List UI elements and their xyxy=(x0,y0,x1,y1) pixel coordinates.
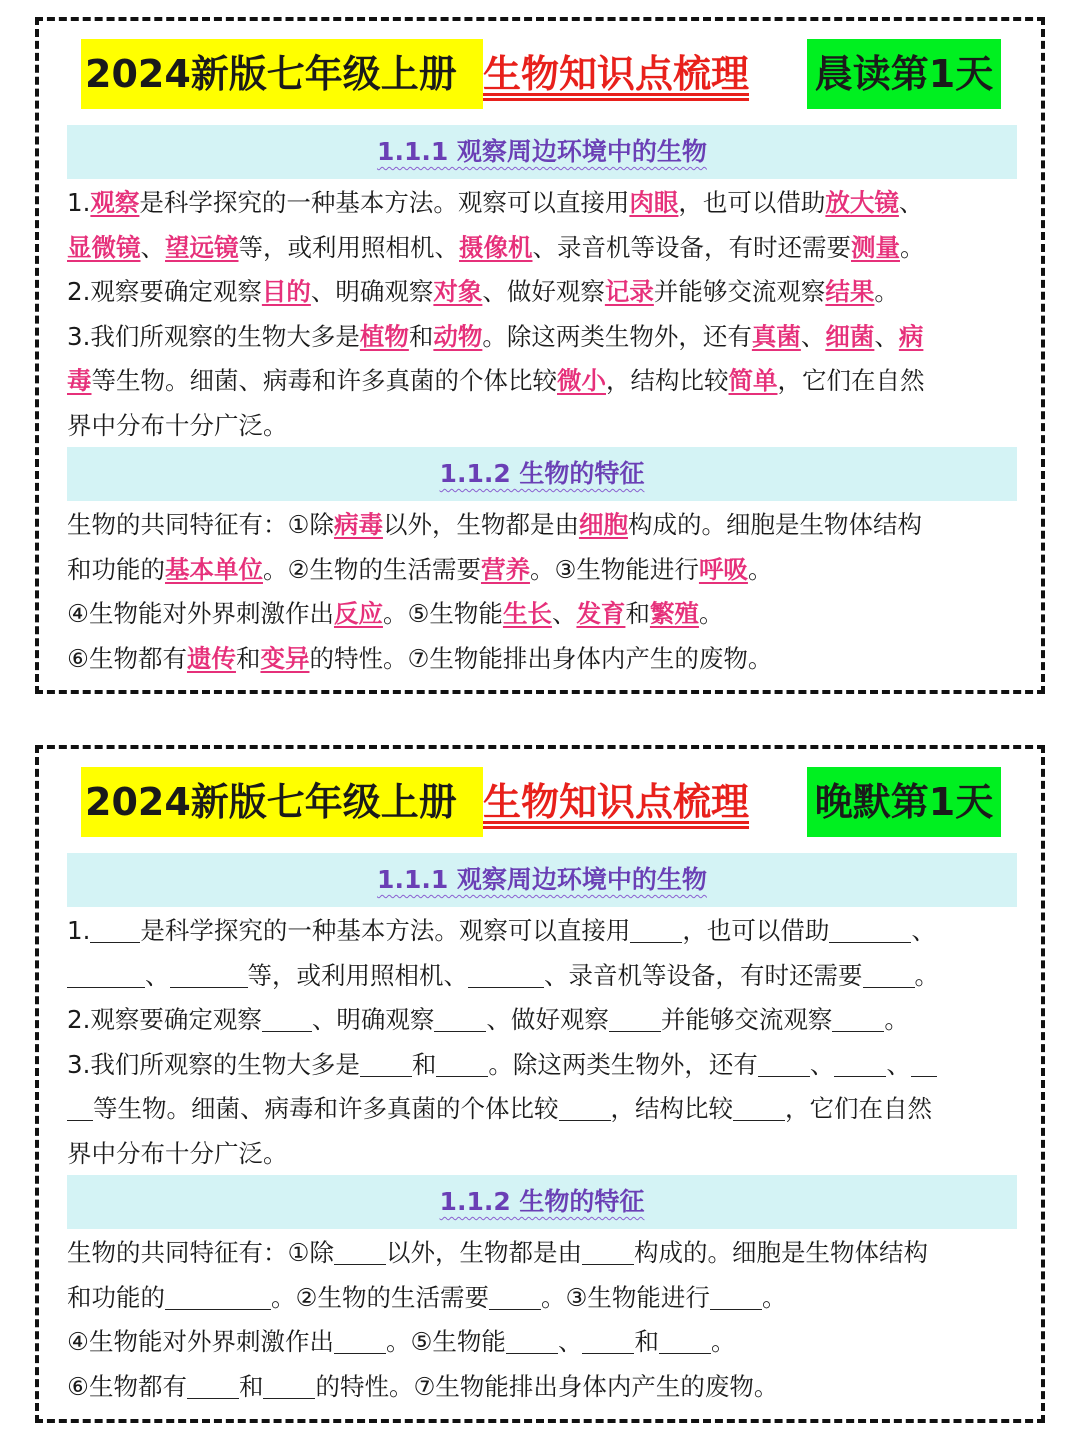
answer-blank[interactable] xyxy=(559,1094,611,1121)
text-segment: 。⑤生物能 xyxy=(382,599,503,628)
answer-blank[interactable] xyxy=(263,1372,315,1399)
text-line xyxy=(67,226,1027,271)
answer-blank[interactable] xyxy=(911,1050,937,1077)
keyword: 放大镜 xyxy=(825,188,899,217)
text-segment: 、 xyxy=(140,232,165,262)
keyword: 遗传 xyxy=(186,643,236,673)
title-main: 生物知识点梳理 xyxy=(483,52,750,96)
text-segment: 生物的共同特征有：①除 xyxy=(67,1238,334,1267)
text-segment: ，它们在自然 xyxy=(785,1094,932,1123)
text-segment: 、 xyxy=(911,916,936,945)
answer-blank[interactable] xyxy=(733,1094,785,1121)
section-heading-1-1-1 xyxy=(67,125,1017,179)
text-segment: 、 xyxy=(898,188,924,217)
text-segment: 是科学探究的一种基本方法。观察可以直接用 xyxy=(139,188,630,217)
text-segment: 1. xyxy=(67,916,91,945)
text-segment: ⑥生物都有 xyxy=(67,1371,187,1401)
text-segment: 。②生物的生活需要 xyxy=(263,554,481,584)
keyword: 细胞 xyxy=(578,510,628,539)
keyword: 变异 xyxy=(260,643,310,673)
text-line xyxy=(67,998,1027,1043)
text-line: 界中分布十分广泛。 xyxy=(67,1138,288,1168)
text-segment: 。⑤生物能 xyxy=(385,1327,506,1356)
text-segment: 等，或利用照相机、 xyxy=(247,960,468,990)
text-segment: 1.1.1 观察周边环境中的生物 xyxy=(377,137,707,166)
text-segment: 。 xyxy=(884,1005,909,1034)
answer-blank[interactable] xyxy=(165,1283,271,1310)
keyword: 观察 xyxy=(90,188,140,217)
text-segment: 。 xyxy=(874,277,899,306)
text-segment: 。 xyxy=(914,960,939,990)
text-segment: 。 xyxy=(698,599,724,628)
keyword: 对象 xyxy=(433,277,483,306)
text-segment: 的特性。⑦生物能排出身体内产生的废物。 xyxy=(315,1371,779,1401)
section-1-1-1-text xyxy=(67,909,1027,1176)
text-segment: 1.1.2 生物的特征 xyxy=(439,1187,645,1216)
text-segment: ，结构比较 xyxy=(610,1094,733,1123)
keyword: 呼吸 xyxy=(698,554,748,584)
title-badge: 晨读第1天 xyxy=(807,39,1001,109)
text-segment: 和 xyxy=(238,1371,264,1401)
answer-blank[interactable] xyxy=(67,1094,93,1121)
answer-blank[interactable] xyxy=(360,1050,412,1077)
answer-blank[interactable] xyxy=(334,1327,386,1354)
text-segment: 是科学探究的一种基本方法。观察可以直接用 xyxy=(140,916,631,945)
text-line xyxy=(67,181,1027,226)
answer-blank[interactable] xyxy=(436,1050,488,1077)
text-segment: 、 xyxy=(809,1049,835,1079)
keyword: 生长 xyxy=(502,599,552,628)
answer-blank[interactable] xyxy=(187,1372,239,1399)
card-title xyxy=(81,39,1005,109)
text-line xyxy=(67,359,1027,404)
keyword: 发育 xyxy=(576,599,626,628)
answer-blank[interactable] xyxy=(489,1283,541,1310)
card-title xyxy=(81,767,1005,837)
text-segment: 、 xyxy=(557,1327,583,1356)
keyword: 繁殖 xyxy=(649,599,699,628)
section-heading-1-1-1 xyxy=(67,853,1017,907)
text-segment: 、 xyxy=(886,1049,911,1079)
keyword: 结果 xyxy=(825,277,875,306)
text-segment: 3.我们所观察的生物大多是 xyxy=(67,1049,360,1079)
evening-dictation-card xyxy=(35,745,1045,1423)
answer-blank[interactable] xyxy=(582,1327,634,1354)
text-segment: ④生物能对外界刺激作出 xyxy=(67,1327,334,1356)
title-prefix: 2024新版七年级上册 xyxy=(81,39,483,109)
keyword: 毒 xyxy=(67,366,92,395)
answer-blank[interactable] xyxy=(863,961,915,988)
answer-blank[interactable] xyxy=(90,916,140,943)
text-segment: 1. xyxy=(67,188,91,217)
keyword: 病 xyxy=(898,321,924,351)
keyword: 测量 xyxy=(851,232,900,262)
text-segment: 1.1.2 生物的特征 xyxy=(439,459,645,488)
answer-blank[interactable] xyxy=(170,961,248,988)
text-line xyxy=(67,503,1027,548)
title-badge: 晚默第1天 xyxy=(807,767,1001,837)
text-segment: 。 xyxy=(710,1327,736,1356)
text-segment: 、 xyxy=(551,599,577,628)
answer-blank[interactable] xyxy=(334,1238,386,1265)
text-segment: 。③生物能进行 xyxy=(529,554,699,584)
text-segment: 2.观察要确定观察 xyxy=(67,277,262,306)
text-segment: ，也可以借助 xyxy=(678,188,826,217)
answer-blank[interactable] xyxy=(834,1050,886,1077)
text-segment: ④生物能对外界刺激作出 xyxy=(67,599,334,628)
answer-blank[interactable] xyxy=(434,1005,486,1032)
text-segment: 3.我们所观察的生物大多是 xyxy=(67,321,360,351)
text-segment: 等生物。细菌、病毒和许多真菌的个体比较 xyxy=(93,1094,559,1123)
keyword: 目的 xyxy=(261,277,311,306)
text-segment: 和 xyxy=(634,1327,659,1356)
text-segment: 。 xyxy=(761,1282,787,1312)
text-segment: 、做好观察 xyxy=(482,277,605,306)
answer-blank[interactable] xyxy=(67,961,145,988)
text-segment: 、 xyxy=(874,321,899,351)
keyword: 记录 xyxy=(604,277,654,306)
text-line xyxy=(67,1276,1027,1321)
text-segment: 等生物。细菌、病毒和许多真菌的个体比较 xyxy=(91,366,557,395)
text-segment: 、录音机等设备，有时还需要 xyxy=(544,960,863,990)
section-1-1-2-text xyxy=(67,1231,1027,1409)
keyword: 摄像机 xyxy=(459,232,533,262)
text-segment: 构成的。细胞是生物体结构 xyxy=(633,1238,928,1267)
text-line: 界中分布十分广泛。 xyxy=(67,410,288,440)
text-segment: 、明确观察 xyxy=(311,1005,435,1034)
text-segment: 以外，生物都是由 xyxy=(385,1238,582,1267)
text-segment: ，结构比较 xyxy=(606,366,729,395)
keyword: 植物 xyxy=(359,321,409,351)
text-segment: 和 xyxy=(408,321,434,351)
text-segment: 1.1.1 观察周边环境中的生物 xyxy=(377,865,707,894)
text-line xyxy=(67,315,1027,360)
text-segment: 并能够交流观察 xyxy=(660,1005,833,1034)
text-segment: 和 xyxy=(235,643,261,673)
keyword: 营养 xyxy=(480,554,530,584)
text-segment: 的特性。⑦生物能排出身体内产生的废物。 xyxy=(309,643,773,673)
text-segment: 。 xyxy=(900,232,925,262)
text-segment: 并能够交流观察 xyxy=(653,277,826,306)
text-line xyxy=(67,592,1027,637)
text-segment: 以外，生物都是由 xyxy=(382,510,579,539)
text-line xyxy=(67,954,1027,999)
keyword: 显微镜 xyxy=(67,232,141,262)
text-segment: 。③生物能进行 xyxy=(540,1282,710,1312)
morning-reading-card xyxy=(35,17,1045,694)
keyword: 反应 xyxy=(333,599,383,628)
keyword: 基本单位 xyxy=(165,554,263,584)
text-segment: ，它们在自然 xyxy=(777,366,925,395)
section-1-1-1-text xyxy=(67,181,1027,448)
text-segment: 。②生物的生活需要 xyxy=(271,1282,489,1312)
answer-blank[interactable] xyxy=(659,1327,711,1354)
text-segment: 、做好观察 xyxy=(486,1005,609,1034)
text-segment: 生物的共同特征有：①除 xyxy=(67,510,334,539)
text-segment: ，也可以借助 xyxy=(682,916,830,945)
keyword: 简单 xyxy=(728,366,778,395)
text-segment: ⑥生物都有 xyxy=(67,643,187,673)
text-segment: 构成的。细胞是生物体结构 xyxy=(627,510,922,539)
section-1-1-2-text xyxy=(67,503,1027,681)
answer-blank[interactable] xyxy=(582,1238,634,1265)
answer-blank[interactable] xyxy=(758,1050,810,1077)
text-line xyxy=(67,1231,1027,1276)
text-line xyxy=(67,1087,1027,1132)
keyword: 动物 xyxy=(433,321,483,351)
text-segment: 、明确观察 xyxy=(310,277,434,306)
answer-blank[interactable] xyxy=(710,1283,762,1310)
answer-blank[interactable] xyxy=(829,916,911,943)
text-line xyxy=(67,1320,1027,1365)
section-heading-1-1-2 xyxy=(67,1175,1017,1229)
answer-blank[interactable] xyxy=(468,961,544,988)
text-segment: 、 xyxy=(145,960,170,990)
keyword: 微小 xyxy=(557,366,606,395)
answer-blank[interactable] xyxy=(832,1005,884,1032)
text-segment: 和功能的 xyxy=(67,1282,165,1312)
keyword: 肉眼 xyxy=(629,188,679,217)
title-prefix: 2024新版七年级上册 xyxy=(81,767,483,837)
text-line xyxy=(67,1043,1027,1088)
keyword: 病毒 xyxy=(333,510,383,539)
keyword: 望远镜 xyxy=(165,232,239,262)
text-segment: 和 xyxy=(411,1049,437,1079)
text-segment: 、 xyxy=(800,321,826,351)
answer-blank[interactable] xyxy=(630,916,682,943)
text-segment: 和 xyxy=(625,599,650,628)
text-segment: 。 xyxy=(747,554,773,584)
section-heading-1-1-2 xyxy=(67,447,1017,501)
text-segment: 等，或利用照相机、 xyxy=(238,232,459,262)
text-segment: 、录音机等设备，有时还需要 xyxy=(532,232,851,262)
keyword: 细菌 xyxy=(825,321,875,351)
text-line xyxy=(67,270,1027,315)
text-segment: 。除这两类生物外，还有 xyxy=(482,321,752,351)
answer-blank[interactable] xyxy=(262,1005,312,1032)
text-line xyxy=(67,1365,1027,1410)
answer-blank[interactable] xyxy=(609,1005,661,1032)
answer-blank[interactable] xyxy=(506,1327,558,1354)
text-segment: 和功能的 xyxy=(67,554,165,584)
title-main: 生物知识点梳理 xyxy=(483,780,750,824)
text-segment: 2.观察要确定观察 xyxy=(67,1005,262,1034)
text-line xyxy=(67,909,1027,954)
text-line xyxy=(67,637,1027,682)
text-segment: 。除这两类生物外，还有 xyxy=(488,1049,758,1079)
keyword: 真菌 xyxy=(751,321,801,351)
text-line xyxy=(67,548,1027,593)
